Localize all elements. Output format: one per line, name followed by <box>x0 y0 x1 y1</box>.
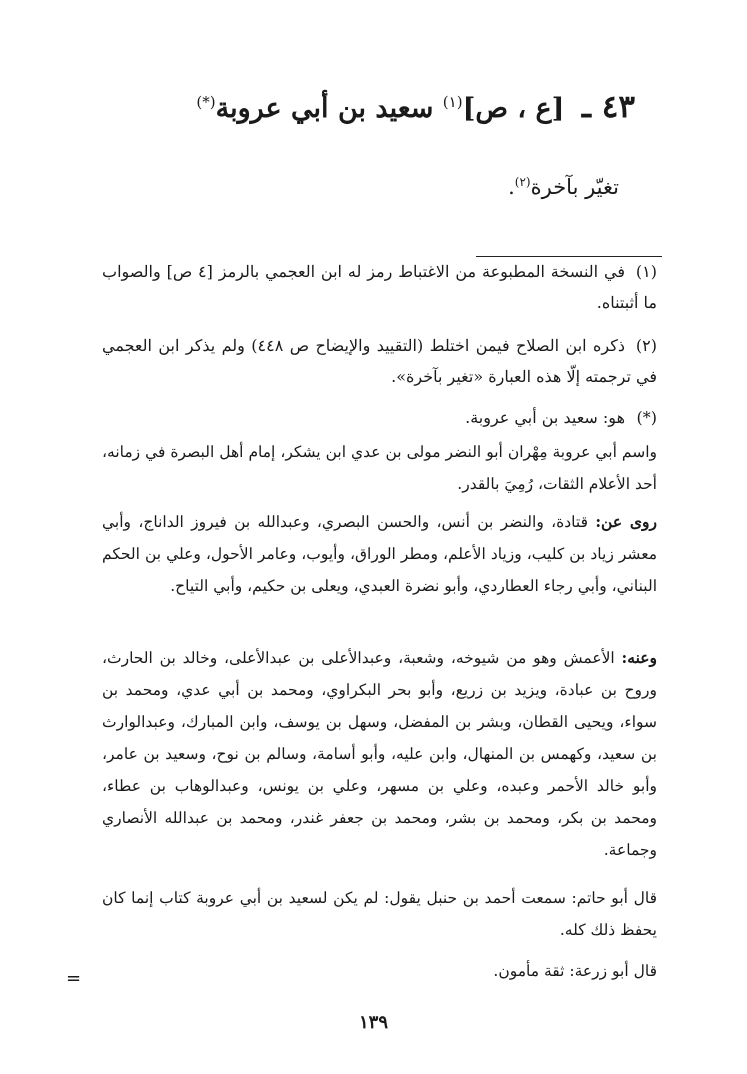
entry-number: ٤٣ ـ <box>581 89 635 125</box>
footnote-star-mark: (*) <box>636 408 657 427</box>
narrated-by-paragraph <box>102 642 657 866</box>
narrated-from-lead: روى عن: <box>595 512 657 531</box>
change-note-end: . <box>508 175 515 199</box>
footnote-2 <box>102 330 657 392</box>
biography-paragraph: واسم أبي عروبة مِهْران أبو النضر مولى بن عدي ابن يشكر، إمام أهل البصرة في زمانه، أحد الأعلام الثقات، رُمِيَ بالقدر. <box>102 443 657 493</box>
quote-abu-hatim: قال أبو حاتم: سمعت أحمد بن حنبل يقول: لم يكن لسعيد بن أبي عروبة كتاب إنما كان يحفظ ذلك كله. <box>102 889 657 939</box>
footnote-1-text: في النسخة المطبوعة من الاغتباط رمز له ابن العجمي بالرمز [٤ ص] والصواب ما أثبتناه. <box>102 262 657 312</box>
entry-name-footnote-ref[interactable]: (*) <box>196 93 216 111</box>
narrated-from-paragraph <box>102 506 657 602</box>
footnote-1-mark: (١) <box>635 262 657 281</box>
change-note-footnote-ref[interactable]: (٢) <box>514 175 531 189</box>
entry-codes: [ع ، ص] <box>462 93 565 124</box>
entry-name: سعيد بن أبي عروبة <box>215 93 434 124</box>
footnote-star <box>102 402 657 433</box>
footnote-star-text: هو: سعيد بن أبي عروبة. <box>465 408 625 427</box>
entry-codes-footnote-ref[interactable]: (١) <box>442 93 463 111</box>
page-number: ١٣٩ <box>358 1012 388 1033</box>
quote-abu-zura: قال أبو زرعة: ثقة مأمون. <box>493 962 657 980</box>
footnote-2-mark: (٢) <box>635 336 657 355</box>
change-note-text: تغيّر بآخرة <box>530 175 619 199</box>
continuation-mark: = <box>66 968 82 989</box>
narrated-by-text: الأعمش وهو من شيوخه، وشعبة، وعبدالأعلى بن عبدالأعلى، وخالد بن الحارث، وروح بن عبادة، ويزيد بن زريع، وأبو بحر البكراوي، ومحمد بن أبي عدي، ومحمد بن سواء، ويحيى القطان، وبشر بن المفضل، وسهل بن يوسف، وابن المبارك، وعبدالوارث بن سعيد، وكهمس بن المنهال، وابن عليه، وأبو أسامة، وسالم بن نوح، وسعيد بن عامر، وأبو خالد الأحمر وعبده، وعلي بن مسهر، وعلي بن يونس، وعبدالوهاب بن عطاء، ومحمد بن بكر، ومحمد بن بشر، ومحمد بن جعفر غندر، ومحمد بن عبدالله الأنصاري وجماعة. <box>102 649 657 859</box>
change-note <box>102 175 619 199</box>
footnote-1 <box>102 256 657 318</box>
narrated-from-text: قتادة، والنضر بن أنس، والحسن البصري، وعبدالله بن فيروز الداناج، وأبي معشر زياد بن كليب، وزياد الأعلم، ومطر الوراق، وأيوب، وعامر الأحول، وعلي بن الحكم البناني، وأبي رجاء العطاردي، وأبو نضرة العبدي، ويعلى بن حكيم، وأبي التياح. <box>102 513 657 595</box>
footnote-2-text: ذكره ابن الصلاح فيمن اختلط (التقييد والإيضاح ص ٤٤٨) ولم يذكر ابن العجمي في ترجمته إلّا هذه العبارة «تغير بآخرة». <box>102 336 657 386</box>
entry-heading <box>100 80 635 131</box>
narrated-by-lead: وعنه: <box>621 648 657 667</box>
